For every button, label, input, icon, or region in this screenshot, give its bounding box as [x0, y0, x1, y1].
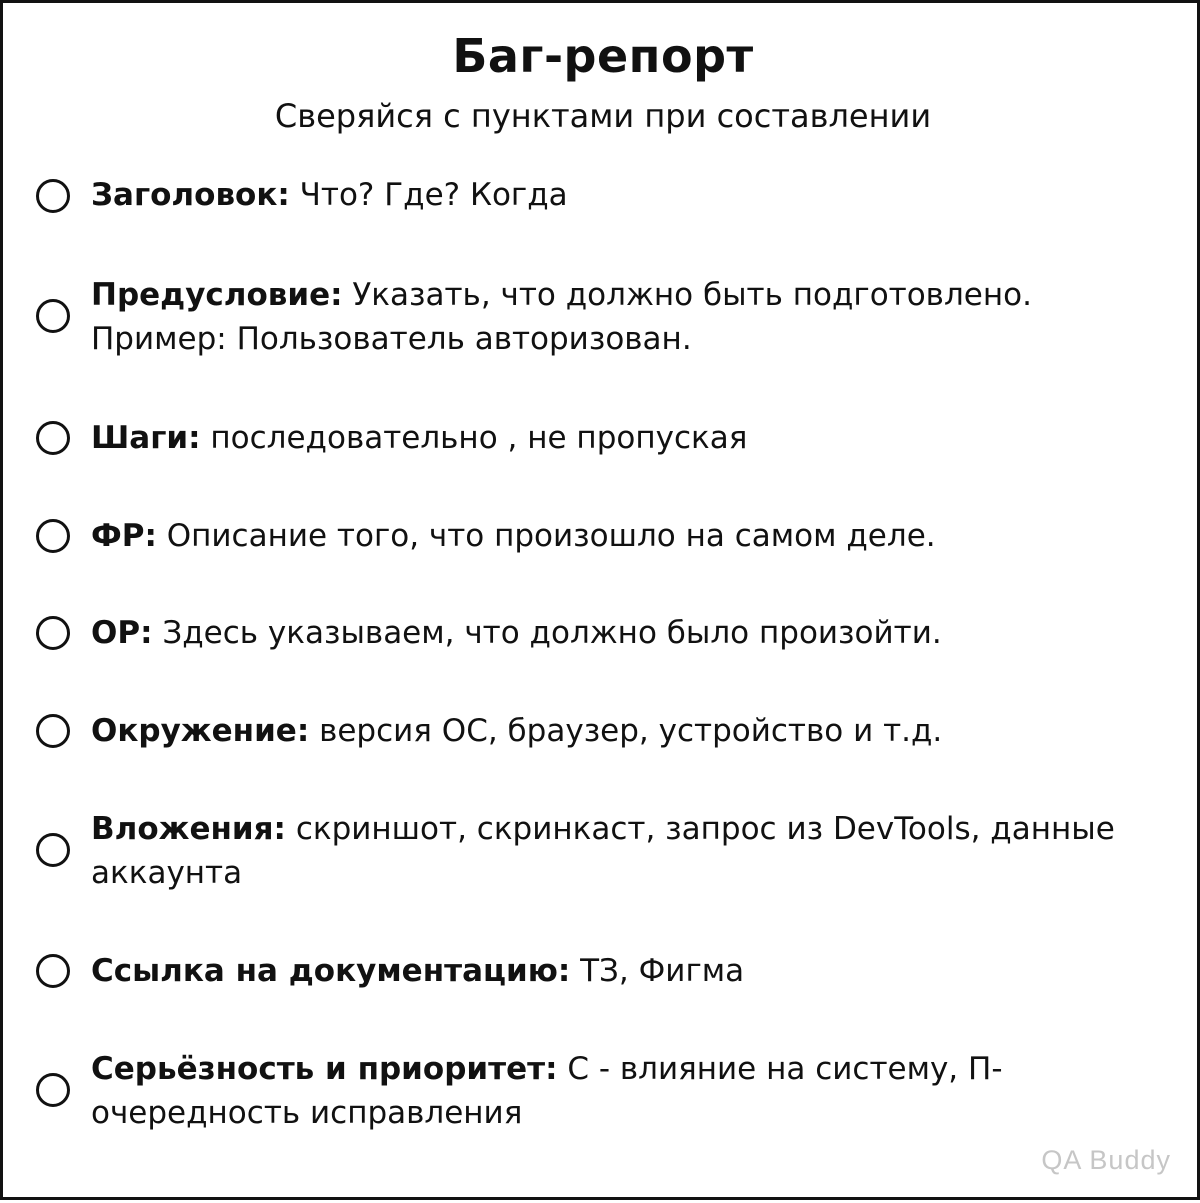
checklist-item-label: Шаги: — [91, 420, 201, 456]
checkbox-circle-icon[interactable] — [36, 833, 70, 867]
checkbox-circle-icon[interactable] — [36, 714, 70, 748]
checklist-item-label: Предусловие: — [91, 277, 343, 313]
checkbox-circle-icon[interactable] — [36, 179, 70, 213]
checkbox-circle-icon[interactable] — [36, 519, 70, 553]
checkbox-circle-icon[interactable] — [36, 1073, 70, 1107]
checklist — [3, 3, 1200, 1203]
page-title: Баг-репорт — [452, 29, 754, 83]
checklist-item-text — [91, 807, 1176, 895]
checklist-item-text — [91, 514, 1176, 558]
checklist-item-description: Указать, что должно быть подготовлено. Пример: Пользователь авторизован. — [91, 277, 1032, 357]
checklist-item-text — [91, 1047, 1176, 1135]
checkbox-circle-icon[interactable] — [36, 299, 70, 333]
checklist-item-text — [91, 611, 1176, 655]
checklist-item-text — [91, 949, 1176, 993]
page-subtitle: Сверяйся с пунктами при составлении — [274, 97, 932, 135]
checklist-item-label: Серьёзность и приоритет: — [91, 1051, 558, 1087]
checklist-item-label: ОР: — [91, 615, 153, 651]
checklist-item-label: ФР: — [91, 518, 157, 554]
checklist-item-description: скриншот, скринкаст, запрос из DevTools, данные аккаунта — [91, 811, 1115, 891]
checklist-item-text — [91, 709, 1176, 753]
checklist-item-description: последовательно , не пропуская — [210, 420, 748, 456]
checklist-item-description: С - влияние на систему, П- очередность исправления — [91, 1051, 1003, 1131]
checklist-item-description: ТЗ, Фигма — [580, 953, 745, 989]
checklist-item-text — [91, 173, 1176, 217]
checklist-item-description: Здесь указываем, что должно было произойти. — [162, 615, 942, 651]
checklist-item-description: версия ОС, браузер, устройство и т.д. — [319, 713, 943, 749]
checklist-item-label: Окружение: — [91, 713, 310, 749]
checklist-item-label: Вложения: — [91, 811, 286, 847]
checkbox-circle-icon[interactable] — [36, 616, 70, 650]
checkbox-circle-icon[interactable] — [36, 954, 70, 988]
checklist-item-description: Описание того, что произошло на самом деле. — [166, 518, 936, 554]
checklist-item-label: Ссылка на документацию: — [91, 953, 571, 989]
checklist-item-text — [91, 416, 1176, 460]
checklist-item-text — [91, 273, 1176, 361]
watermark-logo: QA Buddy — [1041, 1145, 1171, 1175]
checkbox-circle-icon[interactable] — [36, 421, 70, 455]
checklist-item-label: Заголовок: — [91, 177, 290, 213]
checklist-item-description: Что? Где? Когда — [299, 177, 568, 213]
